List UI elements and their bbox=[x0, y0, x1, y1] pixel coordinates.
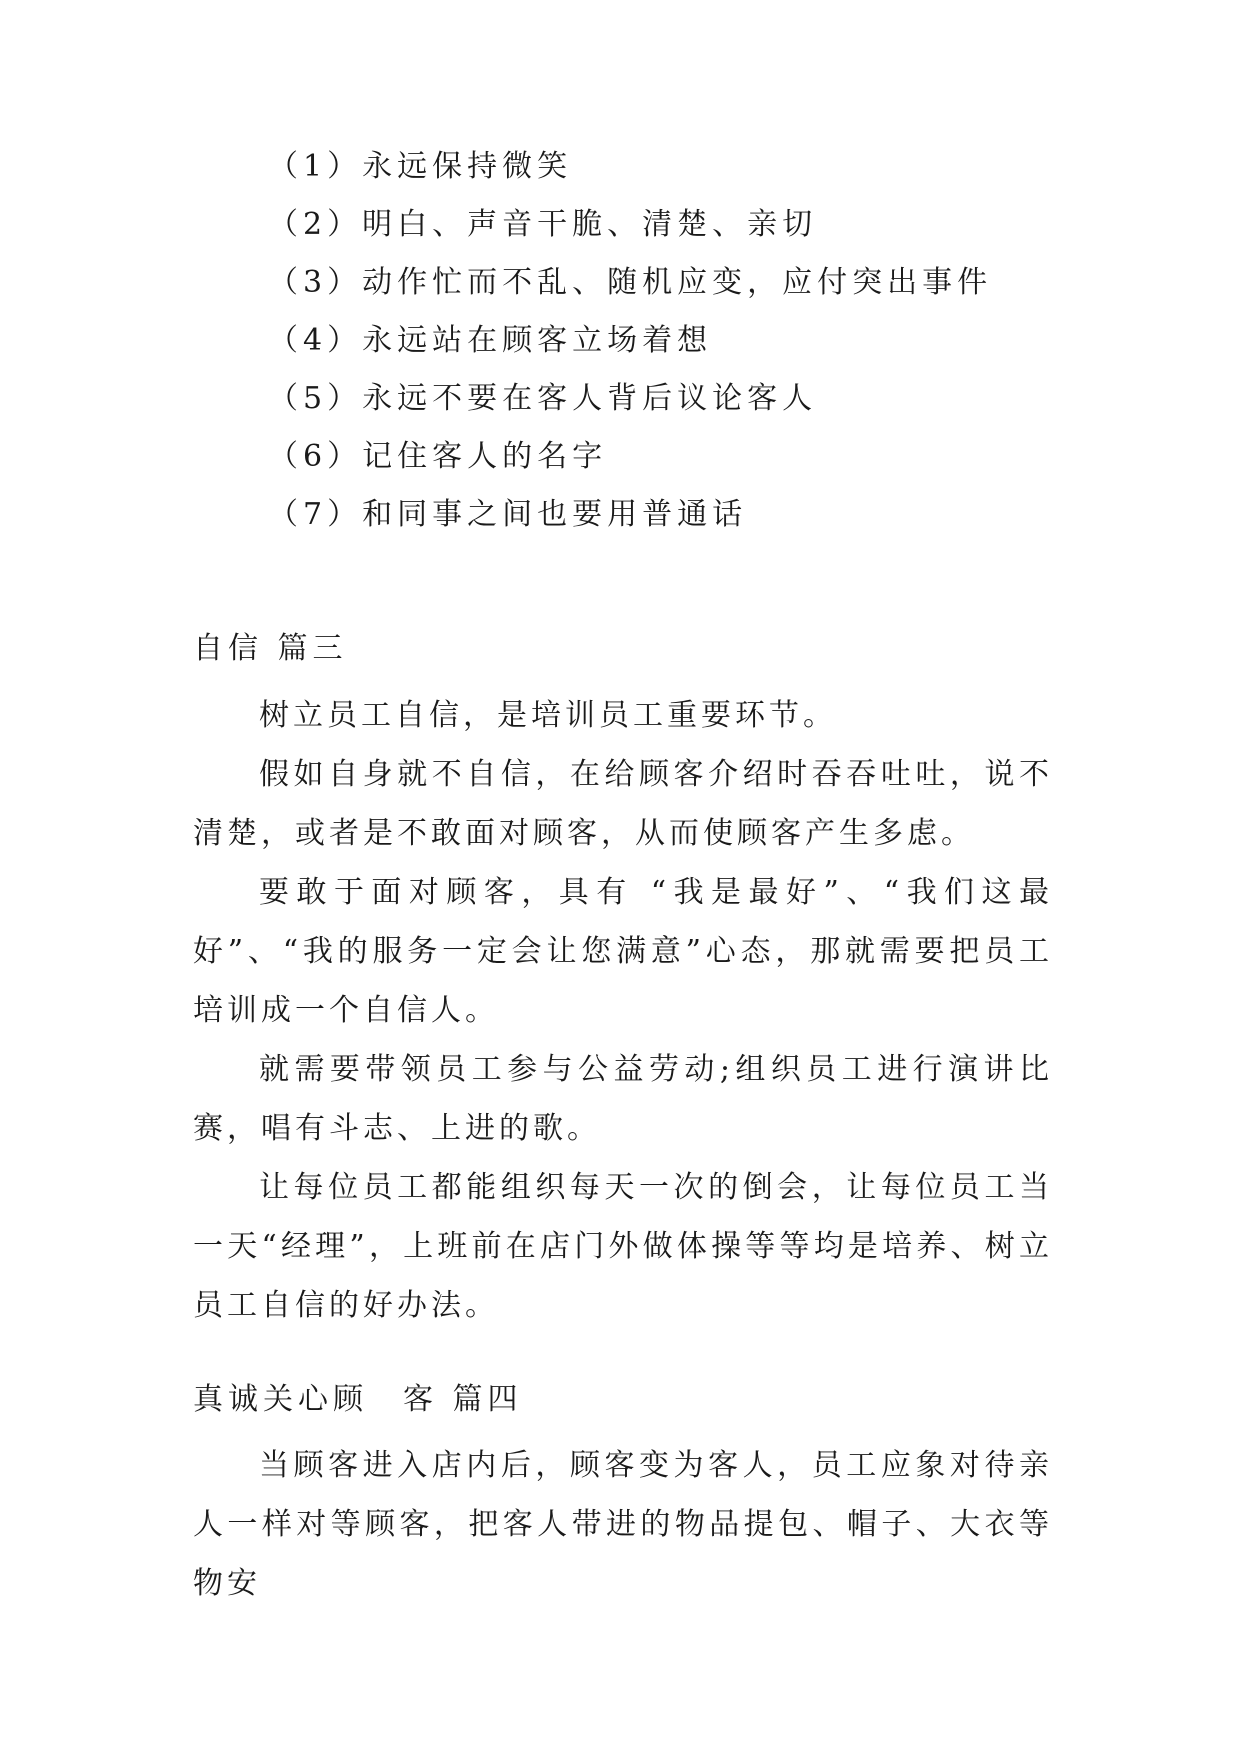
paragraph: 当顾客进入店内后，顾客变为客人，员工应象对待亲人一样对等顾客，把客人带进的物品提包、帽子、大衣等物安 bbox=[193, 1448, 1053, 1601]
section-heading: 自信 篇三 bbox=[193, 631, 348, 666]
paragraph: 树立员工自信，是培训员工重要环节。 bbox=[259, 698, 837, 733]
list-item: （6）记住客人的名字 bbox=[268, 439, 608, 474]
list-item: （2）明白、声音干脆、清楚、亲切 bbox=[268, 207, 818, 242]
paragraph: 就需要带领员工参与公益劳动;组织员工进行演讲比赛，唱有斗志、上进的歌。 bbox=[193, 1052, 1053, 1146]
list-item: （5）永远不要在客人背后议论客人 bbox=[268, 381, 818, 416]
list-item: （7）和同事之间也要用普通话 bbox=[268, 497, 748, 532]
paragraph: 假如自身就不自信，在给顾客介绍时吞吞吐吐，说不清楚，或者是不敢面对顾客，从而使顾客产生多虑。 bbox=[193, 757, 1053, 851]
section-heading: 真诚关心顾 客 篇四 bbox=[193, 1382, 523, 1417]
paragraph: 让每位员工都能组织每天一次的倒会，让每位员工当一天“经理”，上班前在店门外做体操等等均是培养、树立员工自信的好办法。 bbox=[193, 1170, 1053, 1323]
list-item: （3）动作忙而不乱、随机应变，应付突出事件 bbox=[268, 265, 993, 300]
list-item: （4）永远站在顾客立场着想 bbox=[268, 323, 713, 358]
paragraph: 要敢于面对顾客，具有 “我是最好”、“我们这最好”、“我的服务一定会让您满意”心态，那就需要把员工培训成一个自信人。 bbox=[193, 875, 1053, 1028]
list-item: （1）永远保持微笑 bbox=[268, 149, 573, 184]
